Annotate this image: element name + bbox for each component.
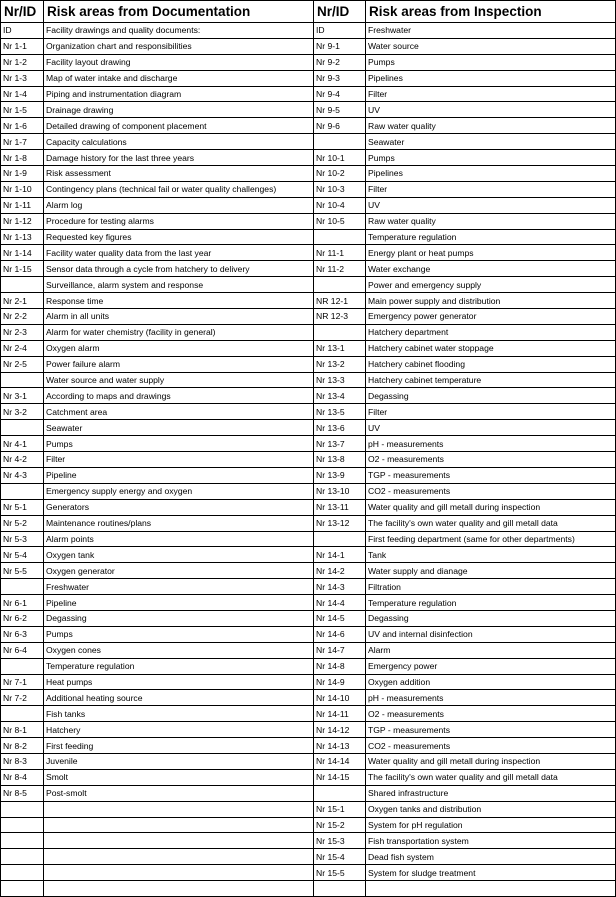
right-id-cell: Nr 9-4 (314, 86, 366, 102)
right-text-cell: Pipelines (366, 166, 616, 182)
right-id-cell: Nr 9-2 (314, 54, 366, 70)
left-text-cell (44, 801, 314, 817)
right-id-cell: Nr 13-3 (314, 372, 366, 388)
right-id-cell: Nr 11-2 (314, 261, 366, 277)
right-text-cell: Degassing (366, 388, 616, 404)
table-row (1, 801, 616, 817)
right-id-cell: Nr 15-4 (314, 849, 366, 865)
right-id-cell (314, 277, 366, 293)
right-id-cell: Nr 13-8 (314, 452, 366, 468)
left-text-cell: Alarm log (44, 197, 314, 213)
left-text-cell: Sensor data through a cycle from hatchery to delivery (44, 261, 314, 277)
left-text-cell: Additional heating source (44, 690, 314, 706)
right-text-cell: Hatchery cabinet temperature (366, 372, 616, 388)
right-text-cell: Alarm (366, 642, 616, 658)
right-id-cell: Nr 9-6 (314, 118, 366, 134)
table-row (1, 563, 616, 579)
left-id-cell: Nr 3-1 (1, 388, 44, 404)
left-id-cell (1, 801, 44, 817)
left-id-cell: Nr 1-5 (1, 102, 44, 118)
left-text-cell: Facility layout drawing (44, 54, 314, 70)
right-id-cell: Nr 14-12 (314, 722, 366, 738)
left-text-cell: Seawater (44, 420, 314, 436)
right-id-cell: Nr 13-11 (314, 499, 366, 515)
right-text-cell: UV (366, 102, 616, 118)
table-row (1, 293, 616, 309)
table-row (1, 881, 616, 897)
left-id-cell: Nr 7-2 (1, 690, 44, 706)
right-id-cell: NR 12-3 (314, 309, 366, 325)
right-text-cell (366, 881, 616, 897)
table-row (1, 722, 616, 738)
left-id-cell (1, 849, 44, 865)
left-text-cell: Pumps (44, 436, 314, 452)
left-text-cell: Smolt (44, 769, 314, 785)
table-row (1, 102, 616, 118)
left-text-cell: Hatchery (44, 722, 314, 738)
right-id-cell: Nr 14-13 (314, 738, 366, 754)
left-id-cell: Nr 5-5 (1, 563, 44, 579)
left-text-cell: Emergency supply energy and oxygen (44, 483, 314, 499)
right-id-cell: NR 12-1 (314, 293, 366, 309)
right-id-cell: Nr 14-9 (314, 674, 366, 690)
right-text-cell: Temperature regulation (366, 595, 616, 611)
right-id-cell: Nr 14-10 (314, 690, 366, 706)
right-text-cell: Hatchery department (366, 324, 616, 340)
right-title-header: Risk areas from Inspection (366, 1, 616, 23)
right-text-cell: The facility's own water quality and gill metall data (366, 769, 616, 785)
left-text-cell: Capacity calculations (44, 134, 314, 150)
right-text-cell: Degassing (366, 610, 616, 626)
right-text-cell: CO2 - measurements (366, 483, 616, 499)
right-text-cell: CO2 - measurements (366, 738, 616, 754)
table-row (1, 785, 616, 801)
right-id-cell: Nr 14-3 (314, 579, 366, 595)
left-id-cell: Nr 2-5 (1, 356, 44, 372)
left-id-cell: ID (1, 23, 44, 39)
right-text-cell: Filter (366, 181, 616, 197)
left-text-cell (44, 817, 314, 833)
left-text-cell: First feeding (44, 738, 314, 754)
table-row (1, 547, 616, 563)
left-id-cell (1, 420, 44, 436)
right-text-cell: Raw water quality (366, 213, 616, 229)
left-id-cell: Nr 6-3 (1, 626, 44, 642)
right-id-cell: Nr 14-15 (314, 769, 366, 785)
left-id-cell: Nr 6-2 (1, 610, 44, 626)
right-text-cell: Water quality and gill metall during inspection (366, 753, 616, 769)
left-text-cell: Water source and water supply (44, 372, 314, 388)
left-text-cell: Oxygen tank (44, 547, 314, 563)
left-id-cell: Nr 4-3 (1, 467, 44, 483)
table-row (1, 610, 616, 626)
right-id-cell: Nr 11-1 (314, 245, 366, 261)
table-row (1, 849, 616, 865)
right-text-cell: Hatchery cabinet water stoppage (366, 340, 616, 356)
right-text-cell: Filter (366, 86, 616, 102)
table-row (1, 150, 616, 166)
right-id-cell: Nr 15-1 (314, 801, 366, 817)
right-text-cell: Raw water quality (366, 118, 616, 134)
left-id-cell: Nr 5-1 (1, 499, 44, 515)
right-text-cell: TGP - measurements (366, 467, 616, 483)
table-row (1, 420, 616, 436)
left-text-cell (44, 833, 314, 849)
right-text-cell: Filter (366, 404, 616, 420)
right-text-cell: Power and emergency supply (366, 277, 616, 293)
left-id-cell (1, 277, 44, 293)
left-id-cell: Nr 6-1 (1, 595, 44, 611)
left-id-cell: Nr 1-1 (1, 38, 44, 54)
right-text-cell: pH - measurements (366, 436, 616, 452)
right-id-cell: Nr 15-5 (314, 865, 366, 881)
table-row (1, 372, 616, 388)
table-row (1, 738, 616, 754)
right-id-cell: Nr 10-4 (314, 197, 366, 213)
left-id-cell: Nr 8-3 (1, 753, 44, 769)
right-text-cell: Emergency power generator (366, 309, 616, 325)
left-id-cell: Nr 1-15 (1, 261, 44, 277)
table-body (1, 23, 616, 897)
right-id-cell: Nr 9-1 (314, 38, 366, 54)
table-row (1, 213, 616, 229)
right-text-cell: pH - measurements (366, 690, 616, 706)
header-row (1, 1, 616, 23)
right-text-cell: Filtration (366, 579, 616, 595)
left-text-cell: Map of water intake and discharge (44, 70, 314, 86)
right-id-header: Nr/ID (314, 1, 366, 23)
table-row (1, 134, 616, 150)
table-row (1, 499, 616, 515)
right-text-cell: Hatchery cabinet flooding (366, 356, 616, 372)
table-row (1, 277, 616, 293)
left-id-cell: Nr 8-4 (1, 769, 44, 785)
table-row (1, 70, 616, 86)
left-id-cell: Nr 1-14 (1, 245, 44, 261)
left-text-cell: Response time (44, 293, 314, 309)
right-text-cell: Main power supply and distribution (366, 293, 616, 309)
table-row (1, 817, 616, 833)
right-id-cell: Nr 14-11 (314, 706, 366, 722)
right-text-cell: Water supply and dianage (366, 563, 616, 579)
right-text-cell: Pumps (366, 54, 616, 70)
right-text-cell: Pipelines (366, 70, 616, 86)
table-row (1, 86, 616, 102)
table-row (1, 706, 616, 722)
right-id-cell: Nr 14-7 (314, 642, 366, 658)
table-row (1, 515, 616, 531)
left-id-cell: Nr 1-8 (1, 150, 44, 166)
right-text-cell: Temperature regulation (366, 229, 616, 245)
right-id-cell (314, 134, 366, 150)
right-id-cell: Nr 13-9 (314, 467, 366, 483)
left-text-cell: Fish tanks (44, 706, 314, 722)
table-row (1, 229, 616, 245)
left-text-cell: Pipeline (44, 467, 314, 483)
left-id-cell (1, 579, 44, 595)
right-text-cell: Dead fish system (366, 849, 616, 865)
right-text-cell: Tank (366, 547, 616, 563)
table-row (1, 531, 616, 547)
left-id-cell: Nr 1-7 (1, 134, 44, 150)
right-id-cell (314, 881, 366, 897)
right-id-cell: Nr 10-3 (314, 181, 366, 197)
right-text-cell: O2 - measurements (366, 452, 616, 468)
right-id-cell: Nr 14-4 (314, 595, 366, 611)
table-row (1, 436, 616, 452)
table-row (1, 181, 616, 197)
left-text-cell: Power failure alarm (44, 356, 314, 372)
right-id-cell (314, 324, 366, 340)
right-id-cell: Nr 13-6 (314, 420, 366, 436)
left-text-cell: Alarm for water chemistry (facility in general) (44, 324, 314, 340)
right-text-cell: System for sludge treatment (366, 865, 616, 881)
left-text-cell: Pipeline (44, 595, 314, 611)
right-id-cell: Nr 13-1 (314, 340, 366, 356)
table-row (1, 261, 616, 277)
right-id-cell (314, 785, 366, 801)
left-text-cell: Oxygen alarm (44, 340, 314, 356)
left-text-cell: Facility drawings and quality documents: (44, 23, 314, 39)
table-row (1, 118, 616, 134)
right-id-cell: Nr 15-3 (314, 833, 366, 849)
right-id-cell: Nr 15-2 (314, 817, 366, 833)
left-title-header: Risk areas from Documentation (44, 1, 314, 23)
left-text-cell: Pumps (44, 626, 314, 642)
right-id-cell: Nr 14-6 (314, 626, 366, 642)
left-text-cell: Alarm in all units (44, 309, 314, 325)
right-id-cell: ID (314, 23, 366, 39)
left-text-cell: Maintenance routines/plans (44, 515, 314, 531)
left-id-cell (1, 817, 44, 833)
right-text-cell: UV and internal disinfection (366, 626, 616, 642)
right-text-cell: Oxygen addition (366, 674, 616, 690)
left-id-cell: Nr 2-4 (1, 340, 44, 356)
left-id-cell: Nr 5-3 (1, 531, 44, 547)
right-text-cell: Water quality and gill metall during inspection (366, 499, 616, 515)
right-id-cell: Nr 13-7 (314, 436, 366, 452)
left-text-cell: Risk assessment (44, 166, 314, 182)
left-text-cell: Damage history for the last three years (44, 150, 314, 166)
table-row (1, 658, 616, 674)
left-text-cell: Catchment area (44, 404, 314, 420)
left-id-cell: Nr 5-4 (1, 547, 44, 563)
right-text-cell: Energy plant or heat pumps (366, 245, 616, 261)
left-text-cell: Piping and instrumentation diagram (44, 86, 314, 102)
right-id-cell: Nr 13-2 (314, 356, 366, 372)
left-text-cell: Post-smolt (44, 785, 314, 801)
left-text-cell: Drainage drawing (44, 102, 314, 118)
left-id-cell: Nr 5-2 (1, 515, 44, 531)
table-row (1, 833, 616, 849)
left-text-cell: Alarm points (44, 531, 314, 547)
table-row (1, 38, 616, 54)
table-row (1, 388, 616, 404)
left-id-header: Nr/ID (1, 1, 44, 23)
right-id-cell: Nr 14-1 (314, 547, 366, 563)
left-id-cell: Nr 2-1 (1, 293, 44, 309)
table-row (1, 753, 616, 769)
table-row (1, 690, 616, 706)
left-id-cell (1, 706, 44, 722)
table-row (1, 579, 616, 595)
left-id-cell (1, 833, 44, 849)
left-id-cell (1, 881, 44, 897)
right-text-cell: O2 - measurements (366, 706, 616, 722)
left-text-cell: Contingency plans (technical fail or water quality challenges) (44, 181, 314, 197)
left-id-cell: Nr 1-11 (1, 197, 44, 213)
right-text-cell: TGP - measurements (366, 722, 616, 738)
right-id-cell: Nr 13-5 (314, 404, 366, 420)
left-id-cell: Nr 8-2 (1, 738, 44, 754)
left-id-cell: Nr 1-12 (1, 213, 44, 229)
right-id-cell: Nr 13-12 (314, 515, 366, 531)
left-text-cell: Degassing (44, 610, 314, 626)
right-text-cell: First feeding department (same for other departments) (366, 531, 616, 547)
table-row (1, 340, 616, 356)
right-text-cell: The facility's own water quality and gill metall data (366, 515, 616, 531)
left-text-cell: Oxygen generator (44, 563, 314, 579)
left-text-cell (44, 849, 314, 865)
left-id-cell: Nr 1-3 (1, 70, 44, 86)
right-text-cell: Freshwater (366, 23, 616, 39)
left-id-cell (1, 483, 44, 499)
right-text-cell: Pumps (366, 150, 616, 166)
left-id-cell: Nr 3-2 (1, 404, 44, 420)
right-text-cell: System for pH regulation (366, 817, 616, 833)
table-row (1, 595, 616, 611)
left-id-cell (1, 372, 44, 388)
left-id-cell: Nr 2-2 (1, 309, 44, 325)
right-id-cell: Nr 9-5 (314, 102, 366, 118)
right-id-cell: Nr 10-1 (314, 150, 366, 166)
right-id-cell: Nr 10-2 (314, 166, 366, 182)
right-text-cell: Seawater (366, 134, 616, 150)
right-text-cell: Water source (366, 38, 616, 54)
right-text-cell: UV (366, 197, 616, 213)
table-row (1, 356, 616, 372)
left-id-cell: Nr 8-5 (1, 785, 44, 801)
right-text-cell: Water exchange (366, 261, 616, 277)
left-id-cell: Nr 1-4 (1, 86, 44, 102)
left-text-cell: Requested key figures (44, 229, 314, 245)
right-text-cell: Oxygen tanks and distribution (366, 801, 616, 817)
left-text-cell: Generators (44, 499, 314, 515)
right-id-cell: Nr 13-4 (314, 388, 366, 404)
left-text-cell: Temperature regulation (44, 658, 314, 674)
left-text-cell: Freshwater (44, 579, 314, 595)
left-id-cell: Nr 1-9 (1, 166, 44, 182)
left-id-cell: Nr 1-13 (1, 229, 44, 245)
right-text-cell: Shared infrastructure (366, 785, 616, 801)
left-id-cell: Nr 2-3 (1, 324, 44, 340)
left-id-cell: Nr 4-2 (1, 452, 44, 468)
left-text-cell: According to maps and drawings (44, 388, 314, 404)
table-row (1, 54, 616, 70)
table-row (1, 483, 616, 499)
table-row (1, 197, 616, 213)
left-id-cell: Nr 1-2 (1, 54, 44, 70)
left-id-cell: Nr 8-1 (1, 722, 44, 738)
left-text-cell (44, 865, 314, 881)
left-text-cell: Filter (44, 452, 314, 468)
right-id-cell: Nr 14-5 (314, 610, 366, 626)
left-id-cell (1, 865, 44, 881)
left-text-cell (44, 881, 314, 897)
left-text-cell: Oxygen cones (44, 642, 314, 658)
left-text-cell: Surveillance, alarm system and response (44, 277, 314, 293)
table-row (1, 642, 616, 658)
right-text-cell: Fish transportation system (366, 833, 616, 849)
left-id-cell: Nr 1-6 (1, 118, 44, 134)
right-text-cell: UV (366, 420, 616, 436)
left-text-cell: Detailed drawing of component placement (44, 118, 314, 134)
right-id-cell: Nr 10-5 (314, 213, 366, 229)
left-id-cell: Nr 7-1 (1, 674, 44, 690)
right-text-cell: Emergency power (366, 658, 616, 674)
right-id-cell: Nr 13-10 (314, 483, 366, 499)
table-row (1, 23, 616, 39)
table-row (1, 309, 616, 325)
table-row (1, 467, 616, 483)
right-id-cell: Nr 9-3 (314, 70, 366, 86)
left-text-cell: Procedure for testing alarms (44, 213, 314, 229)
left-id-cell: Nr 6-4 (1, 642, 44, 658)
table-row (1, 452, 616, 468)
table-row (1, 865, 616, 881)
left-text-cell: Heat pumps (44, 674, 314, 690)
right-id-cell (314, 229, 366, 245)
left-text-cell: Juvenile (44, 753, 314, 769)
table-row (1, 166, 616, 182)
left-id-cell (1, 658, 44, 674)
left-id-cell: Nr 1-10 (1, 181, 44, 197)
table-row (1, 245, 616, 261)
right-id-cell: Nr 14-14 (314, 753, 366, 769)
table-row (1, 324, 616, 340)
table-row (1, 674, 616, 690)
right-id-cell (314, 531, 366, 547)
left-id-cell: Nr 4-1 (1, 436, 44, 452)
table-row (1, 404, 616, 420)
left-text-cell: Facility water quality data from the last year (44, 245, 314, 261)
table-row (1, 769, 616, 785)
left-text-cell: Organization chart and responsibilities (44, 38, 314, 54)
right-id-cell: Nr 14-2 (314, 563, 366, 579)
right-id-cell: Nr 14-8 (314, 658, 366, 674)
table-row (1, 626, 616, 642)
